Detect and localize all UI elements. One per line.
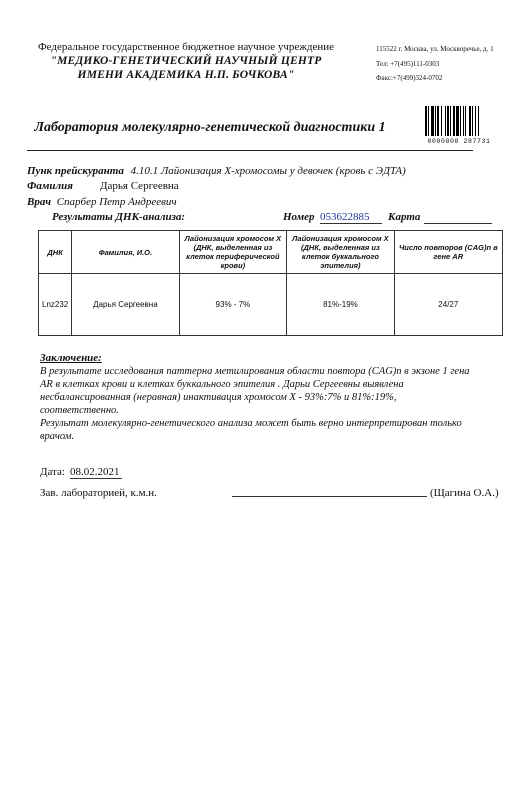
card-value-line [424,223,492,224]
title-divider [27,150,473,151]
surname-row [27,180,73,192]
doctor-value: Спарбер Петр Андреевич [56,196,177,208]
surname-label: Фамилия [27,180,73,192]
number-value: 053622885 [320,211,382,224]
conclusion-paragraph-1: В результате исследования паттерна метилирования области повтора (CAG)n в экзоне 1 гена AR в клетках крови и клетках буккального эпителия . Дарьи Сергеевны выявлена несбалансированная (неравная) инактивация хромосом Х - 93%:7% и 81%:19%, соответственно. [40,366,470,416]
org-phone: Тел: +7(495)111-0303 [376,60,440,68]
table-row [39,274,503,336]
card-label: Карта [388,211,421,223]
doctor-label: Врач [27,196,51,208]
cell-name: Дарья Сергеевна [72,274,179,336]
conclusion-title: Заключение: [40,352,102,364]
barcode-image [425,106,493,136]
col-buccal: Лайонизация хромосом Х (ДНК, выделенная из клеток буккального эпителия) [287,231,394,274]
col-repeats: Число повторов (CAG)n в гене AR [394,231,502,274]
org-line-2: "МЕДИКО-ГЕНЕТИЧЕСКИЙ НАУЧНЫЙ ЦЕНТР [50,55,322,67]
number-label: Номер [283,211,315,223]
conclusion-paragraph-2: Результат молекулярно-генетического анализа может быть верно интерпретирован только врачом. [40,418,462,442]
price-item-value: 4.10.1 Лайонизация Х-хромосомы у девочек (кровь с ЭДТА) [130,165,406,177]
date-label: Дата: [40,466,65,478]
org-fax: Факс:+7(499)324-0702 [376,74,443,82]
surname-value: Дарья Сергеевна [100,180,179,192]
barcode-number: 0000008 287731 [427,138,491,145]
price-item-label: Пунк прейскуранта [27,165,124,177]
col-name: Фамилия, И.О. [72,231,179,274]
col-dna: ДНК [39,231,72,274]
results-table [38,230,503,336]
results-label: Результаты ДНК-анализа: [52,211,186,223]
cell-blood: 93% - 7% [179,274,287,336]
cell-buccal: 81%-19% [287,274,394,336]
col-blood: Лайонизация хромосом Х (ДНК, выделенная из клеток периферической крови) [179,231,287,274]
org-address: 115522 г. Москва, ул. Москворечье, д. 1 [376,45,494,53]
cell-repeats: 24/27 [394,274,502,336]
barcode-bar [479,106,480,136]
head-of-lab-name: (Щагина О.А.) [430,487,499,499]
date-value: 08.02.2021 [70,466,120,478]
head-of-lab-label: Зав. лабораторией, к.м.н. [40,487,157,499]
lab-title: Лаборатория молекулярно-генетической диагностики 1 [34,120,386,135]
org-line-3: ИМЕНИ АКАДЕМИКА Н.П. БОЧКОВА" [77,69,295,81]
table-header-row [39,231,503,274]
signature-line [232,496,427,497]
conclusion-body [40,365,470,443]
cell-dna: Lnz232 [39,274,72,336]
price-item-row [27,165,406,177]
org-line-1: Федеральное государственное бюджетное научное учреждение [37,41,335,53]
doctor-row [27,196,177,208]
